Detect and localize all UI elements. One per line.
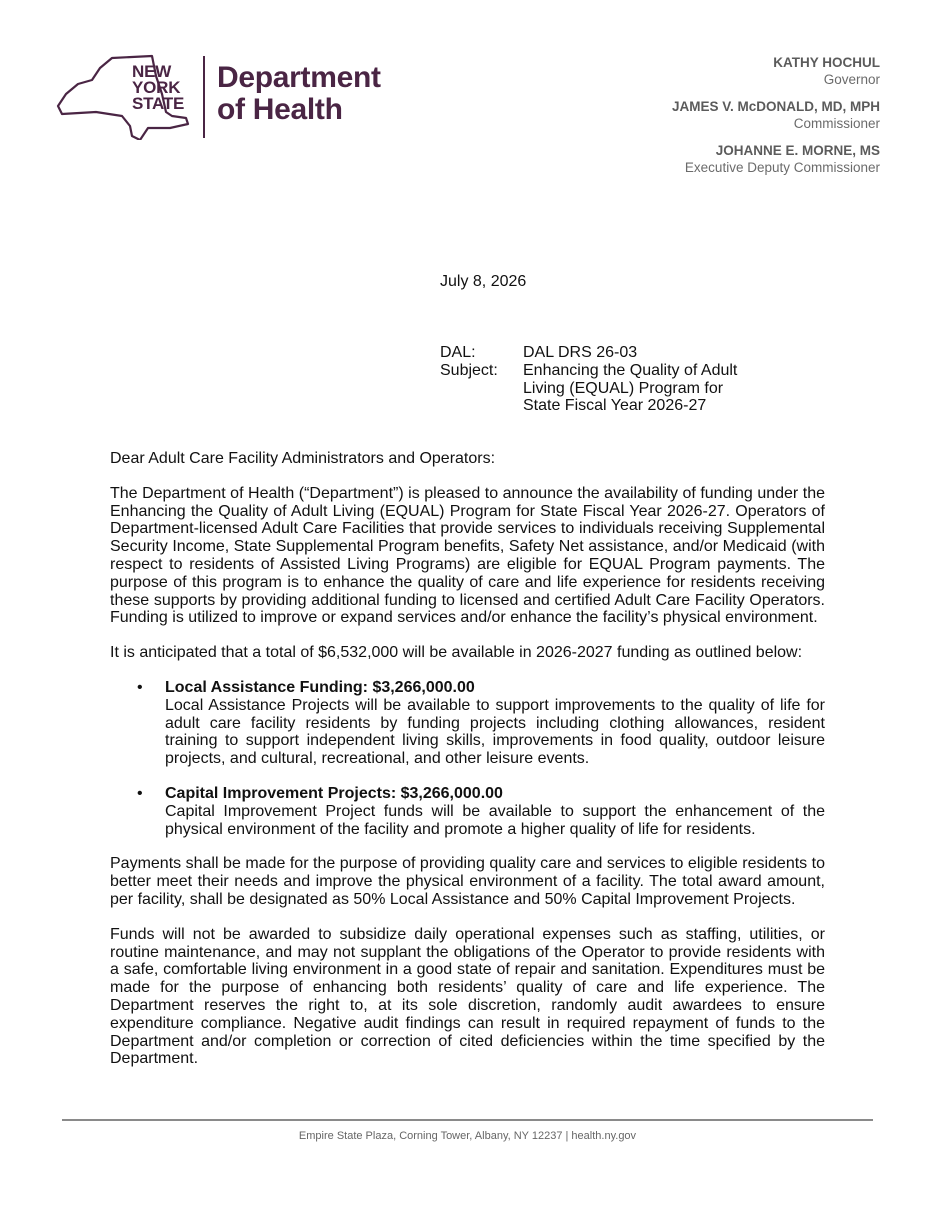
bullet-text: Capital Improvement Project funds will be available to support the enhancement of the physical environment of the facility and promote a higher quality of life for residents. — [165, 802, 825, 838]
letter-date: July 8, 2026 — [440, 273, 527, 290]
official-deputy — [672, 142, 880, 176]
dal-label: DAL: — [440, 344, 476, 361]
subject-line: Living (EQUAL) Program for — [523, 379, 724, 397]
dal-row — [440, 344, 763, 362]
footer-divider — [62, 1119, 873, 1121]
dept-line: of Health — [217, 93, 343, 126]
official-name: JAMES V. McDONALD, MD, MPH — [671, 99, 880, 114]
official-title: Governor — [823, 72, 880, 87]
dal-value: DAL DRS 26-03 — [523, 344, 638, 361]
bullet-icon: • — [137, 678, 143, 696]
bullet-icon: • — [137, 784, 143, 802]
officials-list — [672, 54, 880, 186]
subject-value — [523, 362, 763, 415]
payments-paragraph: Payments shall be made for the purpose of providing quality care and services to eligible residents to better meet their needs and improve the physical environment of a facility. The total award amount, per facility, shall be designated as 50% Local Assistance and 50% Capital Improvement Projects. — [110, 855, 825, 908]
footer-address: Empire State Plaza, Corning Tower, Albany, NY 12237 | health.ny.gov — [298, 1130, 637, 1142]
letter-body — [110, 450, 825, 1085]
official-governor — [672, 54, 880, 88]
department-wordmark — [217, 62, 381, 126]
dept-line: Department — [217, 61, 381, 94]
logo-divider — [203, 56, 205, 138]
salutation: Dear Adult Care Facility Administrators and Operators: — [110, 450, 496, 467]
state-line: YORK — [132, 78, 181, 97]
bullet-text: Local Assistance Projects will be available to support improvements to the quality of life for adult care facility residents by funding projects including clothing allowances, resident training to support independent living skills, improvements in food quality, outdoor leisure projects, and cultural, recreational, and other leisure events. — [165, 696, 825, 768]
list-item — [110, 679, 825, 768]
state-line: NEW — [132, 62, 172, 81]
bullet-heading: Local Assistance Funding: $3,266,000.00 — [165, 678, 475, 696]
bullet-heading: Capital Improvement Projects: $3,266,000.00 — [165, 784, 503, 802]
state-wordmark — [132, 64, 184, 112]
list-item — [110, 785, 825, 838]
subject-label: Subject: — [440, 361, 498, 379]
dal-block — [440, 344, 763, 415]
intro-paragraph: The Department of Health (“Department”) is pleased to announce the availability of funding under the Enhancing the Quality of Adult Living (EQUAL) Program for State Fiscal Year 2026-27. Operators of Department-licensed Adult Care Facilities that provide services to individuals receiving Supplemental Security Income, State Supplemental Program benefits, Safety Net assistance, and/or Medicaid (with respect to residents of Assisted Living Programs) are eligible for EQUAL Program payments. The purpose of this program is to enhance the quality of care and life experience for residents receiving these supports by providing additional funding to licensed and certified Adult Care Facility Operators. Funding is utilized to improve or expand services and/or enhance the facility’s physical environment. — [110, 484, 825, 627]
funds-restrictions-paragraph: Funds will not be awarded to subsidize daily operational expenses such as staffing, utilities, or routine maintenance, and may not supplant the obligations of the Operator to provide residents with a safe, comfortable living environment in a good state of repair and sanitation. Expenditures must be made for the purpose of enhancing both residents’ quality of care and life experience. The Department reserves the right to, at its sole discretion, randomly audit awardees to ensure expenditure compliance. Negative audit findings can result in required repayment of funds to the Department and/or completion or correction of cited deficiencies within the time specified by the Department. — [110, 925, 825, 1068]
subject-line: Enhancing the Quality of Adult — [523, 361, 738, 379]
official-title: Executive Deputy Commissioner — [684, 160, 880, 175]
letterhead-logo — [52, 52, 402, 142]
funding-list — [110, 679, 825, 838]
official-commissioner — [672, 98, 880, 132]
official-title: Commissioner — [793, 116, 880, 131]
official-name: KATHY HOCHUL — [773, 55, 880, 70]
official-name: JOHANNE E. MORNE, MS — [715, 143, 880, 158]
subject-row — [440, 362, 763, 415]
subject-line: State Fiscal Year 2026-27 — [523, 397, 707, 415]
state-line: STATE — [132, 94, 185, 113]
funding-total-paragraph: It is anticipated that a total of $6,532,000 will be available in 2026-2027 funding as outlined below: — [110, 644, 803, 662]
